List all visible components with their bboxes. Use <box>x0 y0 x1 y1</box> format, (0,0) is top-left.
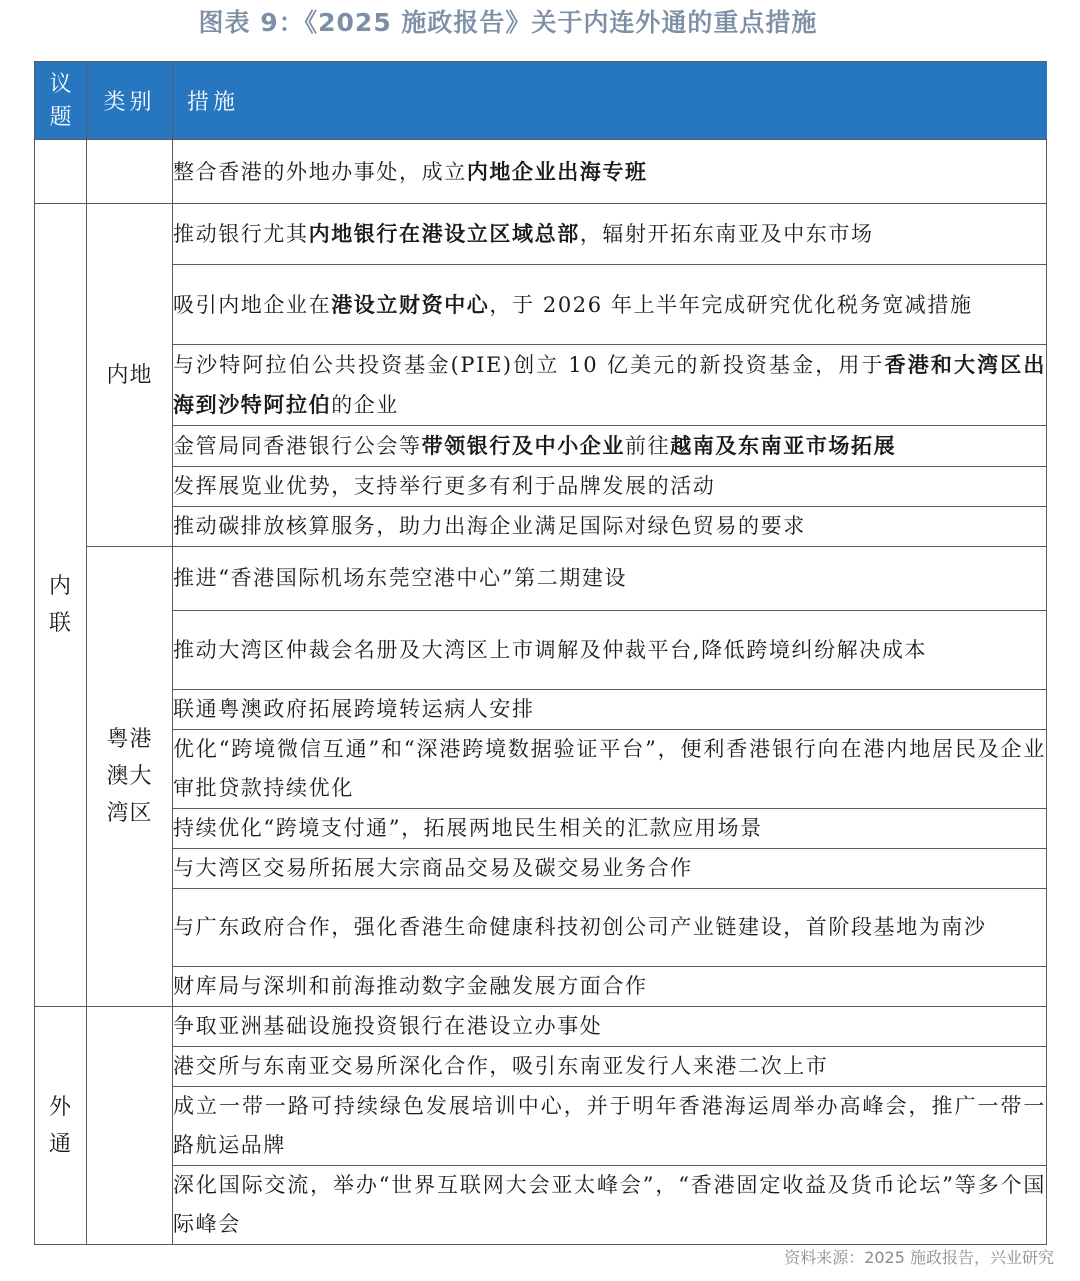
category-cell-empty <box>87 140 173 204</box>
measure-cell <box>173 507 1047 547</box>
topic-outer-label: 外 通 <box>48 1094 72 1157</box>
measure-cell <box>173 611 1047 690</box>
topic-cell-inner <box>35 204 87 1007</box>
table-row <box>35 345 1047 426</box>
measure-text: 前往 <box>625 434 671 458</box>
table-row <box>35 467 1047 507</box>
measure-text: 与广东政府合作，强化香港生命健康科技初创公司产业链建设，首阶段基地为南沙 <box>173 915 987 939</box>
measure-text: 推动碳排放核算服务，助力出海企业满足国际对绿色贸易的要求 <box>173 514 806 538</box>
header-measures: 措施 <box>173 62 1047 140</box>
measure-text: 优化“跨境微信互通”和“深港跨境数据验证平台”，便利香港银行向在港内地居民及企业审批贷款持续优化 <box>173 737 1046 800</box>
table-row <box>35 265 1047 345</box>
header-topic-label: 议 题 <box>49 71 72 130</box>
topic-cell-empty <box>35 140 87 204</box>
measure-cell <box>173 140 1047 204</box>
category-cell-mainland <box>87 204 173 547</box>
measure-highlight: 内地企业出海专班 <box>466 158 648 184</box>
source-note: 资料来源：2025 施政报告，兴业研究 <box>784 1248 1054 1267</box>
measure-cell <box>173 426 1047 467</box>
header-topic <box>35 62 87 140</box>
measure-text: 争取亚洲基础设施投资银行在港设立办事处 <box>173 1014 603 1038</box>
measure-cell <box>173 1087 1047 1166</box>
measures-table <box>34 61 1047 1245</box>
measure-cell <box>173 967 1047 1007</box>
table-row <box>35 1087 1047 1166</box>
measure-cell <box>173 690 1047 730</box>
measure-cell <box>173 730 1047 809</box>
measure-text: 港交所与东南亚交易所深化合作，吸引东南亚发行人来港二次上市 <box>173 1054 829 1078</box>
category-cell-outer-empty <box>87 1007 173 1245</box>
measure-text: 深化国际交流，举办“世界互联网大会亚太峰会”，“香港固定收益及货币论坛”等多个国际峰会 <box>173 1173 1046 1236</box>
table-row <box>35 1047 1047 1087</box>
header-category: 类别 <box>87 62 173 140</box>
measure-text: 与大湾区交易所拓展大宗商品交易及碳交易业务合作 <box>173 856 693 880</box>
category-mainland-label: 内地 <box>106 362 153 388</box>
measure-text: 的企业 <box>331 393 400 417</box>
table-header-row <box>35 62 1047 140</box>
table-row <box>35 1007 1047 1047</box>
measure-highlight: 带领银行及中小企业 <box>421 433 626 458</box>
measure-highlight: 港设立财资中心 <box>331 291 490 317</box>
measure-cell <box>173 889 1047 967</box>
measure-highlight: 香港和大湾区出海到沙特阿拉伯 <box>173 352 1046 417</box>
category-cell-gba <box>87 547 173 1007</box>
measure-highlight: 越南及东南亚市场拓展 <box>670 433 897 458</box>
measure-cell <box>173 265 1047 345</box>
topic-inner-label: 内 联 <box>48 574 72 636</box>
measure-text: 推动银行尤其 <box>173 222 309 246</box>
table-row <box>35 849 1047 889</box>
table-row <box>35 611 1047 690</box>
measure-cell <box>173 1047 1047 1087</box>
measure-cell <box>173 809 1047 849</box>
table-row <box>35 204 1047 265</box>
figure-title: 图表 9：《2025 施政报告》关于内连外通的重点措施 <box>198 8 818 37</box>
table-row <box>35 967 1047 1007</box>
measure-highlight: 内地银行在港设立区域总部 <box>308 221 580 246</box>
measure-text: 财库局与深圳和前海推动数字金融发展方面合作 <box>173 974 648 998</box>
measure-cell <box>173 849 1047 889</box>
category-gba-label: 粤港 澳大 湾区 <box>106 727 153 826</box>
measure-text: 持续优化“跨境支付通”，拓展两地民生相关的汇款应用场景 <box>173 816 763 840</box>
measure-text: 与沙特阿拉伯公共投资基金(PIE)创立 10 亿美元的新投资基金，用于 <box>173 353 885 377</box>
table-row <box>35 426 1047 467</box>
measure-text: 联通粤澳政府拓展跨境转运病人安排 <box>173 697 535 721</box>
table-row <box>35 140 1047 204</box>
measure-text: 吸引内地企业在 <box>173 292 332 317</box>
measure-text: 金管局同香港银行公会等 <box>173 434 422 458</box>
measure-cell <box>173 345 1047 426</box>
measure-cell <box>173 204 1047 265</box>
table-row <box>35 889 1047 967</box>
measure-text: 成立一带一路可持续绿色发展培训中心，并于明年香港海运周举办高峰会，推广一带一路航运品牌 <box>173 1094 1046 1157</box>
measure-cell <box>173 467 1047 507</box>
table-row <box>35 690 1047 730</box>
measure-cell <box>173 547 1047 611</box>
topic-cell-outer <box>35 1007 87 1245</box>
table-row <box>35 547 1047 611</box>
measure-cell <box>173 1166 1047 1245</box>
table-row <box>35 1166 1047 1245</box>
measure-text: 推进“香港国际机场东莞空港中心”第二期建设 <box>173 566 628 590</box>
measure-text: ，于 2026 年上半年完成研究优化税务宽减措施 <box>489 292 973 317</box>
measure-text: ，辐射开拓东南亚及中东市场 <box>579 222 874 246</box>
measure-cell <box>173 1007 1047 1047</box>
table-row <box>35 507 1047 547</box>
table-row <box>35 730 1047 809</box>
measure-text: 推动大湾区仲裁会名册及大湾区上市调解及仲裁平台,降低跨境纠纷解决成本 <box>173 637 928 662</box>
measure-text: 整合香港的外地办事处，成立 <box>173 159 467 184</box>
measure-text: 发挥展览业优势，支持举行更多有利于品牌发展的活动 <box>173 474 716 498</box>
table-row <box>35 809 1047 849</box>
